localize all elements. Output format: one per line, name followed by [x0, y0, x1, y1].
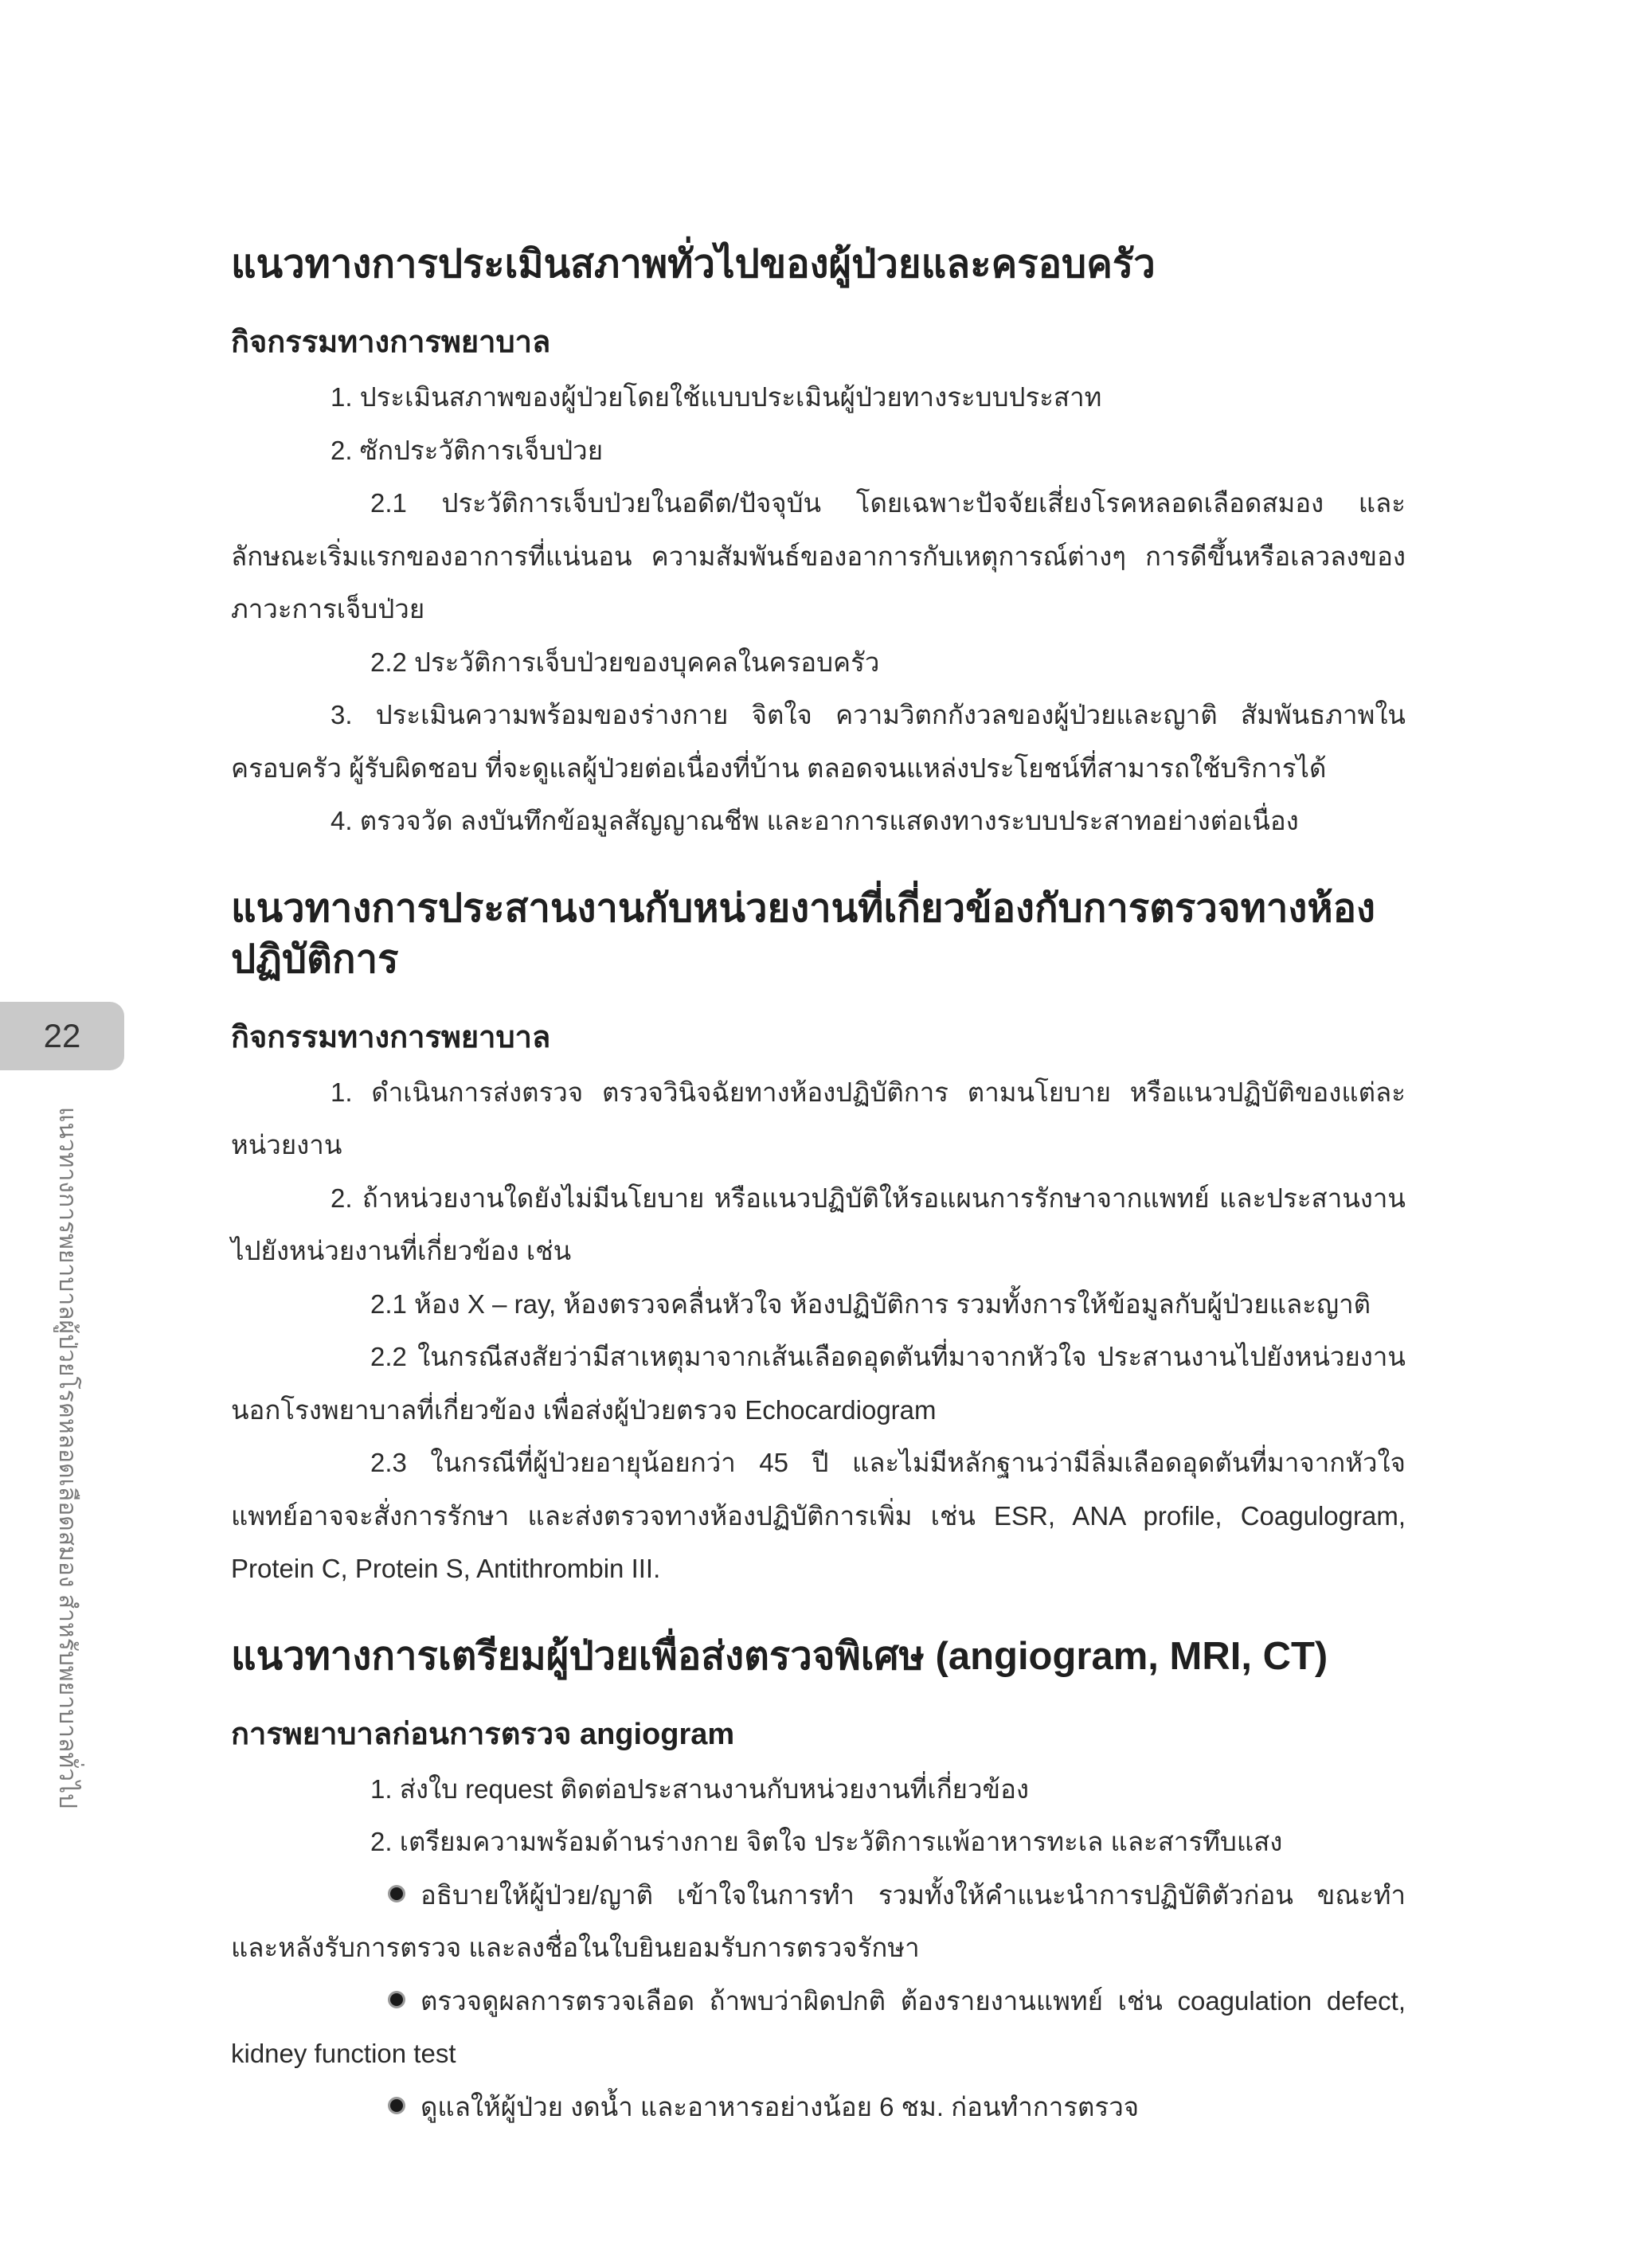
- bullet-item: [231, 1869, 1406, 1975]
- page-content: [231, 239, 1406, 2133]
- list-item: 2.1 ประวัติการเจ็บป่วยในอดีต/ปัจจุบัน โดยเฉพาะปัจจัยเสี่ยงโรคหลอดเลือดสมอง และลักษณะเริ่มแรกของอาการที่แน่นอน ความสัมพันธ์ของอาการกับเหตุการณ์ต่างๆ การดีขึ้นหรือเลวลงของภาวะการเจ็บป่วย: [231, 488, 1406, 624]
- list-item: 2. เตรียมความพร้อมด้านร่างกาย จิตใจ ประวัติการแพ้อาหารทะเล และสารทึบแสง: [370, 1827, 1283, 1856]
- list-item: 2. ซักประวัติการเจ็บป่วย: [331, 435, 604, 465]
- list-item: 2. ถ้าหน่วยงานใดยังไม่มีนโยบาย หรือแนวปฏิบัติให้รอแผนการรักษาจากแพทย์ และประสานงานไปยังหน่วยงานที่เกี่ยวข้อง เช่น: [231, 1183, 1406, 1265]
- subsection-title-nursing-activities: กิจกรรมทางการพยาบาล: [231, 326, 551, 359]
- subsection-title-nursing-activities: กิจกรรมทางการพยาบาล: [231, 1020, 551, 1054]
- list-item: 3. ประเมินความพร้อมของร่างกาย จิตใจ ความวิตกกังวลของผู้ป่วยและญาติ สัมพันธภาพในครอบครัว ผู้รับผิดชอบ ที่จะดูแลผู้ป่วยต่อเนื่องที่บ้าน ตลอดจนแหล่งประโยชน์ที่สามารถใช้บริการได้: [231, 700, 1406, 783]
- running-title-container: [43, 1107, 91, 1809]
- page-number-tab: [0, 1002, 124, 1070]
- list-item: 2.3 ในกรณีที่ผู้ป่วยอายุน้อยกว่า 45 ปี และไม่มีหลักฐานว่ามีลิ่มเลือดอุดตันที่มาจากหัวใจ แพทย์อาจจะสั่งการรักษา และส่งตรวจทางห้องปฏิบัติการเพิ่ม เช่น ESR, ANA profile, Coagulogram, Protein C, Protein S, Antithrombin III.: [231, 1448, 1406, 1583]
- bullet-icon: [390, 1887, 403, 1900]
- spacer: [231, 848, 1406, 883]
- bullet-text: ดูแลให้ผู้ป่วย งดน้ำ และอาหารอย่างน้อย 6 ชม. ก่อนทำการตรวจ: [420, 2091, 1140, 2121]
- bullet-item: [231, 2081, 1406, 2134]
- list-item: 2.2 ในกรณีสงสัยว่ามีสาเหตุมาจากเส้นเลือดอุดตันที่มาจากหัวใจ ประสานงานไปยังหน่วยงานนอกโรงพยาบาลที่เกี่ยวข้อง เพื่อส่งผู้ป่วยตรวจ Echocardiogram: [231, 1342, 1406, 1425]
- list-item: 2.2 ประวัติการเจ็บป่วยของบุคคลในครอบครัว: [370, 647, 880, 677]
- bullet-icon: [390, 2099, 403, 2112]
- list-item: 1. ประเมินสภาพของผู้ป่วยโดยใช้แบบประเมินผู้ป่วยทางระบบประสาท: [331, 382, 1102, 412]
- running-title: แนวทางการพยาบาลผู้ป่วยโรคหลอดเลือดสมอง สำหรับพยาบาลทั่วไป: [54, 1107, 80, 1809]
- bullet-item: [231, 1975, 1406, 2081]
- bullet-text: อธิบายให้ผู้ป่วย/ญาติ เข้าใจในการทำ รวมทั้งให้คำแนะนำการปฏิบัติตัวก่อน ขณะทำ และหลังรับการตรวจ และลงชื่อในใบยินยอมรับการตรวจรักษา: [231, 1879, 1406, 1962]
- list-item: 1. ส่งใบ request ติดต่อประสานงานกับหน่วยงานที่เกี่ยวข้อง: [370, 1773, 1030, 1804]
- subsection-title-angiogram-nursing: การพยาบาลก่อนการตรวจ angiogram: [231, 1717, 735, 1751]
- list-item: 1. ดำเนินการส่งตรวจ ตรวจวินิจฉัยทางห้องปฏิบัติการ ตามนโยบาย หรือแนวปฏิบัติของแต่ละหน่วยงาน: [231, 1077, 1406, 1159]
- list-item: 4. ตรวจวัด ลงบันทึกข้อมูลสัญญาณชีพ และอาการแสดงทางระบบประสาทอย่างต่อเนื่อง: [331, 806, 1299, 835]
- list-item: 2.1 ห้อง X – ray, ห้องตรวจคลื่นหัวใจ ห้องปฏิบัติการ รวมทั้งการให้ข้อมูลกับผู้ป่วยและญาติ: [370, 1288, 1371, 1319]
- section-title-special-exam-preparation: แนวทางการเตรียมผู้ป่วยเพื่อส่งตรวจพิเศษ (angiogram, MRI, CT): [231, 1634, 1328, 1678]
- section-title-general-assessment: แนวทางการประเมินสภาพทั่วไปของผู้ป่วยและครอบครัว: [231, 243, 1156, 286]
- page-number: 22: [43, 1017, 81, 1054]
- section-title-lab-coordination: แนวทางการประสานงานกับหน่วยงานที่เกี่ยวข้องกับการตรวจทางห้องปฏิบัติการ: [231, 886, 1375, 981]
- spacer: [231, 1596, 1406, 1631]
- bullet-text: ตรวจดูผลการตรวจเลือด ถ้าพบว่าผิดปกติ ต้องรายงานแพทย์ เช่น coagulation defect, kidney function test: [231, 1985, 1406, 2068]
- bullet-icon: [390, 1993, 403, 2006]
